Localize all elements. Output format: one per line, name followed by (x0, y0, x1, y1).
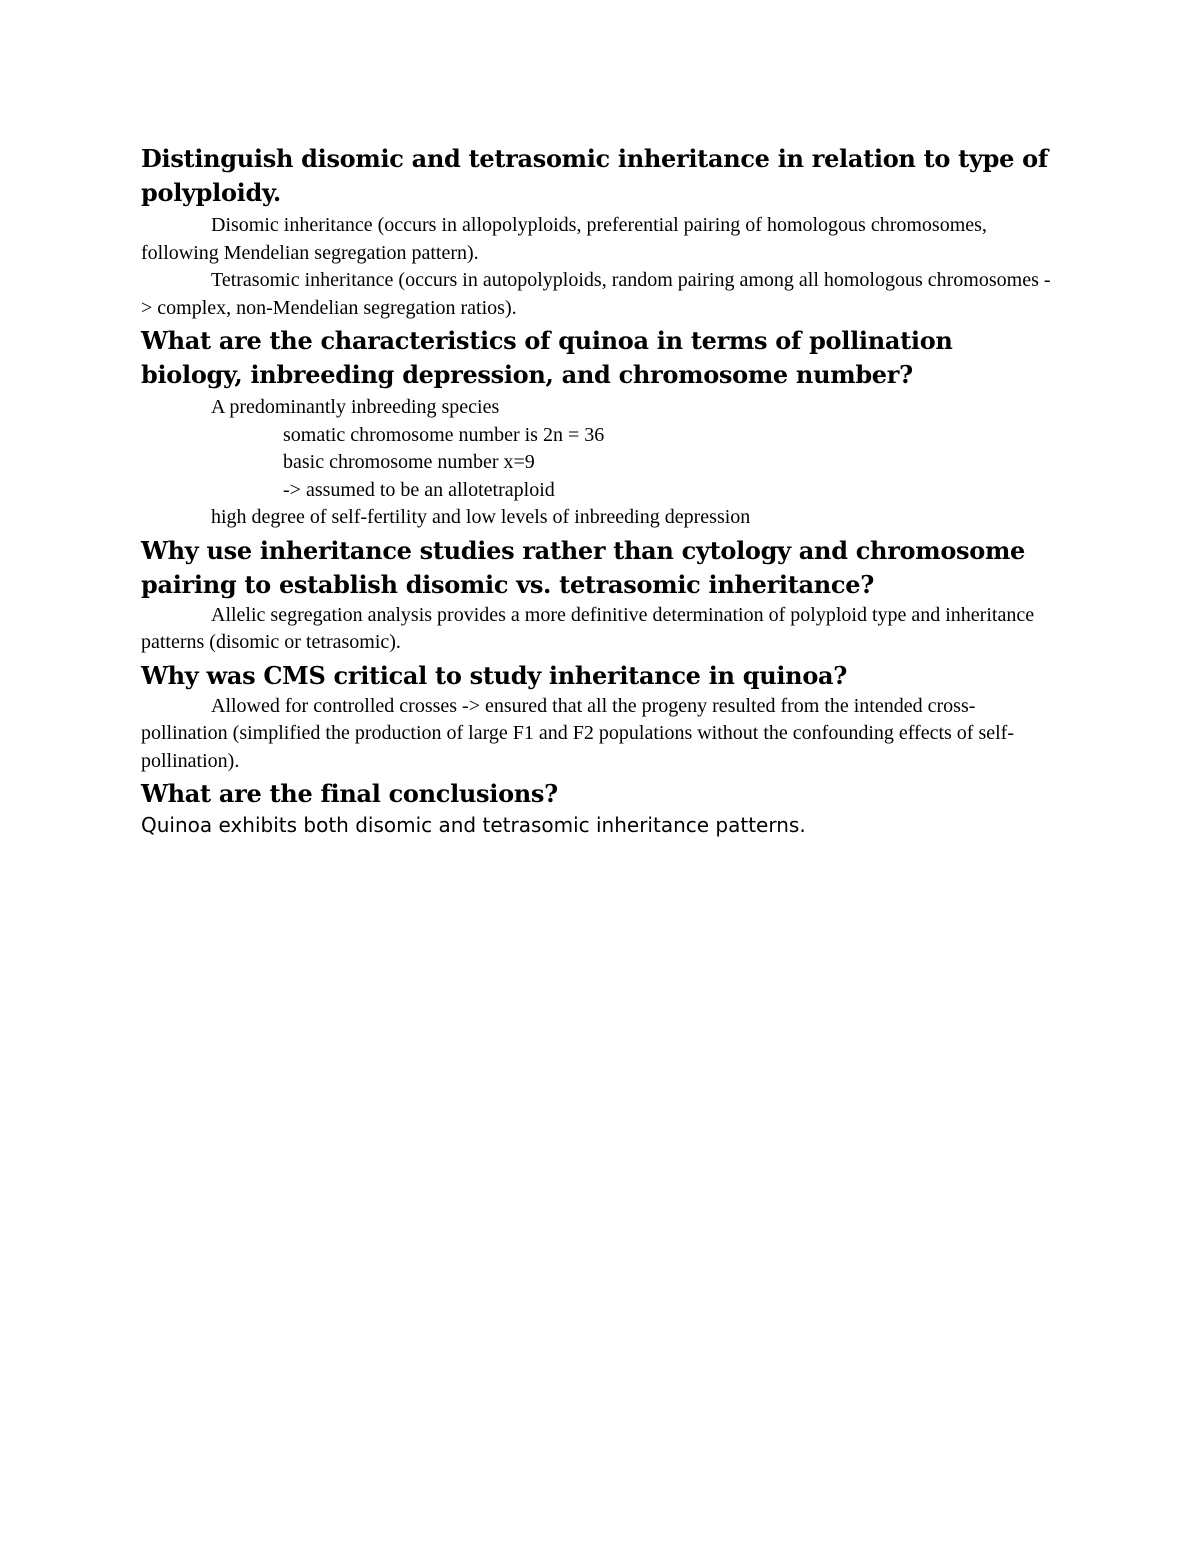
answer-line-allotetraploid: -> assumed to be an allotetraploid (283, 478, 555, 501)
answer-line-self-fertility: high degree of self-fertility and low levels of inbreeding depression (211, 506, 751, 528)
answer-line-basic-number: basic chromosome number x=9 (283, 451, 535, 473)
document-page (141, 142, 1061, 839)
answer-paragraph-allelic-segregation: Allelic segregation analysis provides a more definitive determination of polyploid type and inheritance patterns (disomic or tetrasomic). (141, 603, 1035, 653)
answer-line-somatic-number: somatic chromosome number is 2n = 36 (283, 423, 605, 446)
question-heading-3: Why use inheritance studies rather than cytology and chromosome pairing to establish disomic vs. tetrasomic inheritance? (141, 535, 1026, 599)
answer-paragraph-disomic: Disomic inheritance (occurs in allopolyploids, preferential pairing of homologous chromosomes, following Mendelian segregation pattern). (141, 214, 987, 264)
answer-paragraph-cms: Allowed for controlled crosses -> ensured that all the progeny resulted from the intended cross-pollination (simplified the production of large F1 and F2 populations without the confounding effects of self-pollination). (141, 694, 1014, 772)
question-heading-4: Why was CMS critical to study inheritance in quinoa? (141, 660, 848, 690)
answer-paragraph-tetrasomic: Tetrasomic inheritance (occurs in autopolyploids, random pairing among all homologous chromosomes -> complex, non-Mendelian segregation ratios). (141, 269, 1051, 319)
question-heading-5: What are the final conclusions? (141, 779, 558, 808)
question-heading-2: What are the characteristics of quinoa in terms of pollination biology, inbreeding depression, and chromosome number? (141, 326, 953, 389)
question-heading-1: Distinguish disomic and tetrasomic inheritance in relation to type of polyploidy. (141, 144, 1048, 207)
answer-line-inbreeding-species: A predominantly inbreeding species (211, 396, 500, 418)
answer-paragraph-conclusion: Quinoa exhibits both disomic and tetrasomic inheritance patterns. (141, 813, 806, 837)
